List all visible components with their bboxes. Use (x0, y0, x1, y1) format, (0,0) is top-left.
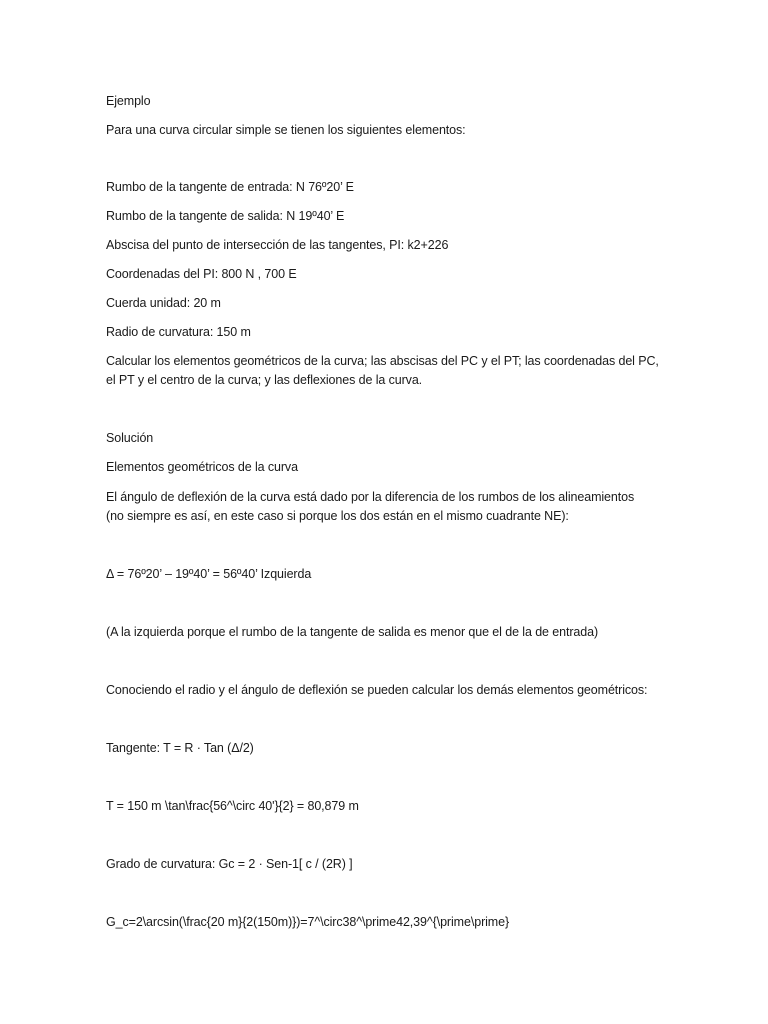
given-exit-bearing: Rumbo de la tangente de salida: N 19º40’ E (106, 209, 345, 223)
solution-heading: Solución (106, 431, 154, 445)
delta-equation: Δ = 76º20’ – 19º40’ = 56º40’ Izquierda (106, 567, 312, 581)
deflection-line-2: (no siempre es así, en este caso si porque los dos están en el mismo cuadrante NE): (106, 509, 569, 523)
degree-of-curvature-value: G_c=2\arcsin(\frac{20 m}{2(150m)})=7^\circ38^\prime42,39^{\prime\prime} (106, 915, 510, 929)
given-radius: Radio de curvatura: 150 m (106, 325, 251, 339)
task-line-2: el PT y el centro de la curva; y las deflexiones de la curva. (106, 373, 423, 387)
task-line-1: Calcular los elementos geométricos de la curva; las abscisas del PC y el PT; las coordenadas del PC, (106, 354, 659, 368)
degree-of-curvature-formula: Grado de curvatura: Gc = 2 · Sen-1[ c / (2R) ] (106, 857, 353, 871)
tangent-value: T = 150 m \tan\frac{56^\circ 40'}{2} = 80,879 m (106, 799, 359, 813)
geometric-elements-subheading: Elementos geométricos de la curva (106, 460, 298, 474)
given-pi-station: Abscisa del punto de intersección de las tangentes, PI: k2+226 (106, 238, 449, 252)
given-unit-chord: Cuerda unidad: 20 m (106, 296, 221, 310)
delta-note: (A la izquierda porque el rumbo de la tangente de salida es menor que el de la de entrada) (106, 625, 599, 639)
deflection-line-1: El ángulo de deflexión de la curva está dado por la diferencia de los rumbos de los alineamientos (106, 490, 635, 504)
given-pi-coordinates: Coordenadas del PI: 800 N , 700 E (106, 267, 297, 281)
given-entry-bearing: Rumbo de la tangente de entrada: N 76º20’ E (106, 180, 354, 194)
example-heading: Ejemplo (106, 94, 151, 108)
intro-text: Para una curva circular simple se tienen los siguientes elementos: (106, 123, 466, 137)
tangent-formula: Tangente: T = R · Tan (Δ/2) (106, 741, 254, 755)
knowing-text: Conociendo el radio y el ángulo de deflexión se pueden calcular los demás elementos geométricos: (106, 683, 648, 697)
